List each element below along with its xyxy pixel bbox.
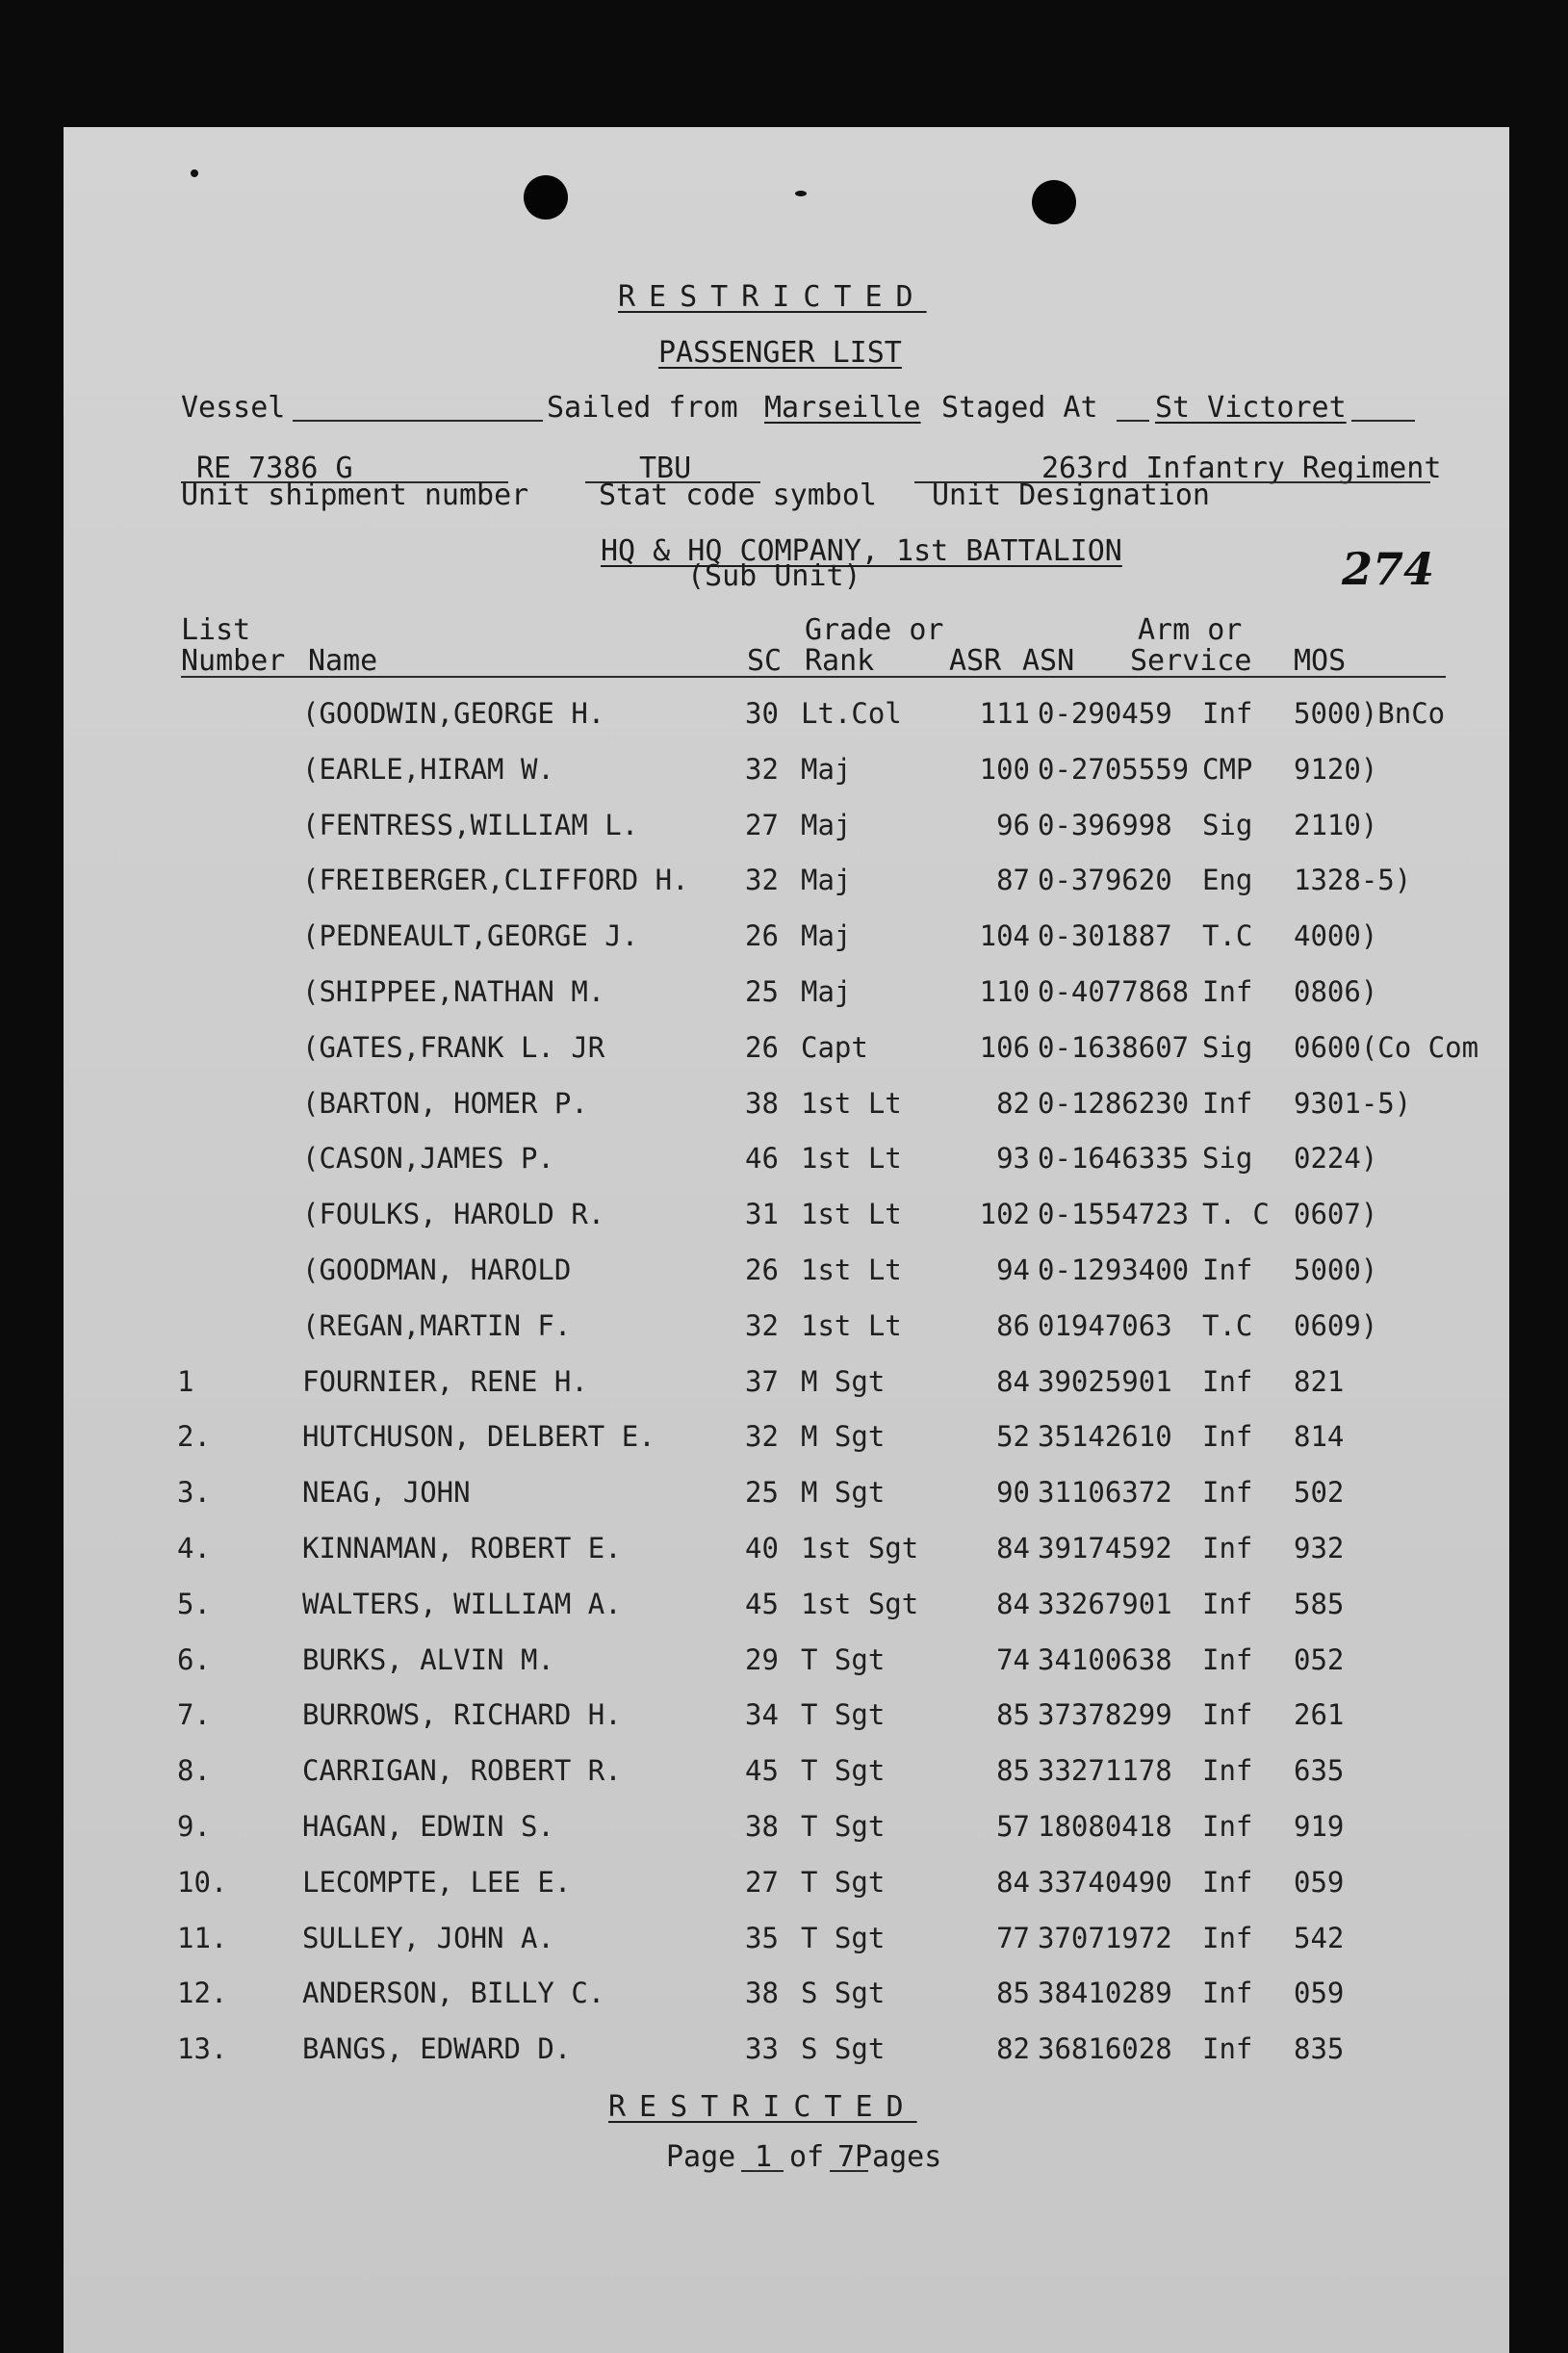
arm-service: Inf [1202,1921,1253,1954]
asr-value: 52 [996,1420,1030,1454]
mos-value: 2110) [1294,808,1378,841]
asn-value: 37071972 [1038,1921,1172,1954]
grade-rank: Maj [801,919,852,953]
grade-rank: 1st Lt [801,1254,902,1286]
asn-value: 0-379620 [1038,864,1172,897]
table-row [64,1142,1509,1180]
arm-service: T. C [1202,1198,1270,1231]
mos-value: 0806) [1294,975,1378,1008]
passenger-name: (CASON,JAMES P. [302,1142,554,1176]
arm-service: Inf [1202,1754,1253,1788]
grade-rank: T Sgt [801,1865,886,1899]
sub-unit-value: HQ & HQ COMPANY, 1st BATTALION [601,534,1122,568]
sc-value: 32 [745,864,779,897]
passenger-name: HAGAN, EDWIN S. [302,1810,554,1843]
asr-value: 84 [996,1364,1030,1398]
mos-value: 0600(Co Com [1294,1030,1479,1064]
sc-value: 31 [745,1198,779,1231]
list-number: 9. [177,1810,211,1843]
col-grade-label: Grade or [805,613,944,647]
asr-value: 110 [979,975,1030,1008]
grade-rank: Capt [801,1030,868,1064]
asn-value: 39174592 [1038,1532,1172,1564]
table-row [64,1365,1509,1404]
sailed-from-label: Sailed from [547,391,738,425]
arm-service: CMP [1202,752,1253,786]
asr-value: 106 [979,1030,1030,1064]
vessel-blank-line [293,420,543,422]
grade-rank: Maj [801,752,852,786]
table-row [64,1866,1509,1904]
mos-value: 9301-5) [1294,1086,1412,1120]
sc-value: 37 [745,1364,779,1398]
grade-rank: Maj [801,864,852,897]
passenger-name: (FREIBERGER,CLIFFORD H. [302,864,689,897]
sc-value: 32 [745,1420,779,1454]
col-service-label: Service [1130,644,1252,678]
unit-shipment-label: Unit shipment number [181,478,529,512]
arm-service: Inf [1202,1086,1253,1120]
asn-value: 01947063 [1038,1308,1172,1342]
mos-value: 835 [1294,2032,1345,2066]
passenger-name: (REGAN,MARTIN F. [302,1308,572,1342]
sub-unit-label: (Sub Unit) [687,559,861,593]
asr-value: 100 [979,752,1030,786]
asn-value: 0-4077868 [1038,975,1190,1008]
passenger-name: (BARTON, HOMER P. [302,1086,588,1120]
page-current: 1 [755,2140,773,2174]
table-row [64,1643,1509,1682]
arm-service: Eng [1202,864,1253,897]
passenger-name: FOURNIER, RENE H. [302,1364,588,1398]
asr-value: 87 [996,864,1030,897]
arm-service: Inf [1202,1698,1253,1732]
table-row [64,919,1509,958]
sc-value: 38 [745,1810,779,1843]
asr-value: 111 [979,697,1030,730]
list-number: 4. [177,1532,211,1564]
grade-rank: T Sgt [801,1698,886,1732]
sc-value: 26 [745,1030,779,1064]
punch-hole-right [1032,180,1076,224]
sc-value: 45 [745,1754,779,1788]
table-row [64,864,1509,902]
restricted-heading: RESTRICTED [618,280,927,314]
passenger-name: (EARLE,HIRAM W. [302,752,554,786]
table-row [64,1810,1509,1849]
table-row [64,1254,1509,1292]
sc-value: 46 [745,1142,779,1176]
asn-value: 0-1646335 [1038,1142,1190,1176]
passenger-name: HUTCHUSON, DELBERT E. [302,1420,655,1454]
mos-value: 919 [1294,1810,1345,1843]
grade-rank: 1st Lt [801,1086,902,1120]
passenger-name: BURKS, ALVIN M. [302,1642,554,1676]
arm-service: T.C [1202,1308,1253,1342]
asr-value: 74 [996,1642,1030,1676]
table-row [64,1087,1509,1125]
asr-value: 57 [996,1810,1030,1843]
asn-value: 35142610 [1038,1420,1172,1454]
mos-value: 5000) [1294,1254,1378,1286]
passenger-name: (GOODMAN, HAROLD [302,1254,572,1286]
asn-value: 0-1554723 [1038,1198,1190,1231]
grade-rank: Maj [801,808,852,841]
table-row [64,1922,1509,1960]
sc-value: 25 [745,1476,779,1510]
grade-rank: S Sgt [801,1977,886,2010]
list-number: 1 [177,1364,194,1398]
passenger-name: ANDERSON, BILLY C. [302,1977,605,2010]
passenger-name: KINNAMAN, ROBERT E. [302,1532,622,1564]
document-title: PASSENGER LIST [658,336,902,370]
grade-rank: T Sgt [801,1810,886,1843]
table-row [64,975,1509,1014]
sc-value: 27 [745,1865,779,1899]
asn-value: 38410289 [1038,1977,1172,2010]
table-row [64,1198,1509,1236]
mos-value: 0224) [1294,1142,1378,1176]
punch-hole-left [524,175,568,220]
asn-value: 31106372 [1038,1476,1172,1510]
table-row [64,1031,1509,1070]
passenger-name: BANGS, EDWARD D. [302,2032,572,2066]
asn-value: 33740490 [1038,1865,1172,1899]
speck-mark [795,191,807,196]
asr-value: 90 [996,1476,1030,1510]
page-suffix: Pages [855,2140,942,2174]
asn-value: 36816028 [1038,2032,1172,2066]
asn-value: 0-396998 [1038,808,1172,841]
asn-value: 18080418 [1038,1810,1172,1843]
mos-value: 542 [1294,1921,1345,1954]
asr-value: 84 [996,1587,1030,1620]
asr-value: 77 [996,1921,1030,1954]
document-page [64,127,1509,2353]
col-rank-label: Rank [805,644,875,678]
sailed-from-value: Marseille [764,391,921,425]
mos-value: 585 [1294,1587,1345,1620]
table-row [64,1309,1509,1348]
grade-rank: T Sgt [801,1754,886,1788]
stat-code-value: TBU [639,452,692,485]
passenger-name: WALTERS, WILLIAM A. [302,1587,622,1620]
asr-value: 86 [996,1308,1030,1342]
col-name-label: Name [308,644,378,678]
grade-rank: 1st Lt [801,1308,902,1342]
page-of: of [789,2140,825,2174]
arm-service: Sig [1202,808,1253,841]
asr-value: 94 [996,1254,1030,1286]
mos-value: 814 [1294,1420,1345,1454]
arm-service: Inf [1202,1532,1253,1564]
table-row [64,697,1509,736]
list-number: 7. [177,1698,211,1732]
mos-value: 052 [1294,1642,1345,1676]
arm-service: Inf [1202,1420,1253,1454]
staged-blank-line [1351,420,1415,422]
handwritten-page-number: 274 [1342,543,1435,595]
speck-mark [191,169,198,177]
list-number: 6. [177,1642,211,1676]
table-row [64,2032,1509,2071]
sc-value: 34 [745,1698,779,1732]
mos-value: 821 [1294,1364,1345,1398]
staged-at-label: Staged At [941,391,1098,425]
grade-rank: Lt.Col [801,697,902,730]
grade-rank: 1st Sgt [801,1532,919,1564]
passenger-name: BURROWS, RICHARD H. [302,1698,622,1732]
col-arm-label: Arm or [1138,613,1243,647]
col-asr-label: ASR [949,644,1002,678]
asr-value: 93 [996,1142,1030,1176]
arm-service: Inf [1202,697,1253,730]
asr-value: 85 [996,1754,1030,1788]
sc-value: 27 [745,808,779,841]
passenger-name: SULLEY, JOHN A. [302,1921,554,1954]
arm-service: Inf [1202,1476,1253,1510]
arm-service: T.C [1202,919,1253,953]
arm-service: Inf [1202,1977,1253,2010]
table-row [64,1420,1509,1459]
list-number: 5. [177,1587,211,1620]
list-number: 13. [177,2032,228,2066]
table-row [64,1476,1509,1514]
arm-service: Sig [1202,1030,1253,1064]
grade-rank: M Sgt [801,1364,886,1398]
table-row [64,1754,1509,1793]
arm-service: Sig [1202,1142,1253,1176]
asr-value: 85 [996,1698,1030,1732]
arm-service: Inf [1202,1642,1253,1676]
asr-value: 84 [996,1865,1030,1899]
col-sc-label: SC [747,644,783,678]
sc-value: 45 [745,1587,779,1620]
restricted-footer: RESTRICTED [608,2090,917,2124]
grade-rank: T Sgt [801,1921,886,1954]
asn-value: 37378299 [1038,1698,1172,1732]
asn-value: 0-2705559 [1038,752,1190,786]
mos-value: 0609) [1294,1308,1378,1342]
arm-service: Inf [1202,975,1253,1008]
grade-rank: 1st Lt [801,1142,902,1176]
arm-service: Inf [1202,2032,1253,2066]
sc-value: 32 [745,752,779,786]
page-total: 7 [837,2140,856,2174]
sc-value: 35 [745,1921,779,1954]
staged-blank-line [1117,420,1149,422]
mos-value: 0607) [1294,1198,1378,1231]
arm-service: Inf [1202,1587,1253,1620]
sc-value: 40 [745,1532,779,1564]
list-number: 3. [177,1476,211,1510]
asr-value: 104 [979,919,1030,953]
list-number: 8. [177,1754,211,1788]
vessel-label: Vessel [181,391,286,425]
unit-designation-value: 263rd Infantry Regiment [1041,452,1442,485]
passenger-name: (FENTRESS,WILLIAM L. [302,808,639,841]
asn-value: 0-1638607 [1038,1030,1190,1064]
passenger-name: (SHIPPEE,NATHAN M. [302,975,605,1008]
sc-value: 32 [745,1308,779,1342]
col-mos-label: MOS [1294,644,1347,678]
grade-rank: Maj [801,975,852,1008]
sc-value: 38 [745,1086,779,1120]
grade-rank: T Sgt [801,1642,886,1676]
asr-value: 84 [996,1532,1030,1564]
asn-value: 0-290459 [1038,697,1172,730]
asr-value: 85 [996,1977,1030,2010]
table-row [64,1977,1509,2015]
sc-value: 26 [745,919,779,953]
col-asn-label: ASN [1022,644,1075,678]
asr-value: 82 [996,1086,1030,1120]
arm-service: Inf [1202,1865,1253,1899]
arm-service: Inf [1202,1364,1253,1398]
sc-value: 29 [745,1642,779,1676]
asn-value: 34100638 [1038,1642,1172,1676]
asr-value: 102 [979,1198,1030,1231]
sc-value: 33 [745,2032,779,2066]
mos-value: 932 [1294,1532,1345,1564]
asn-value: 0-301887 [1038,919,1172,953]
mos-value: 059 [1294,1977,1345,2010]
asr-value: 82 [996,2032,1030,2066]
col-list-label: List [181,613,251,647]
mos-value: 059 [1294,1865,1345,1899]
arm-service: Inf [1202,1810,1253,1843]
sc-value: 25 [745,975,779,1008]
list-number: 12. [177,1977,228,2010]
list-number: 10. [177,1865,228,1899]
unit-designation-label: Unit Designation [932,478,1210,512]
passenger-name: (FOULKS, HAROLD R. [302,1198,605,1231]
asn-value: 39025901 [1038,1364,1172,1398]
table-row [64,1532,1509,1570]
asn-value: 0-1286230 [1038,1086,1190,1120]
page-prefix: Page [666,2140,736,2174]
grade-rank: M Sgt [801,1420,886,1454]
mos-value: 261 [1294,1698,1345,1732]
grade-rank: 1st Sgt [801,1587,919,1620]
grade-rank: M Sgt [801,1476,886,1510]
stat-code-label: Stat code symbol [599,478,877,512]
table-row [64,809,1509,847]
list-number: 11. [177,1921,228,1954]
mos-value: 502 [1294,1476,1345,1510]
asr-value: 96 [996,808,1030,841]
table-row [64,1698,1509,1737]
asn-value: 33271178 [1038,1754,1172,1788]
table-row [64,1588,1509,1626]
grade-rank: 1st Lt [801,1198,902,1231]
passenger-name: NEAG, JOHN [302,1476,471,1510]
mos-value: 5000)BnCo [1294,697,1446,730]
arm-service: Inf [1202,1254,1253,1286]
col-number-label: Number [181,644,286,678]
sc-value: 26 [745,1254,779,1286]
mos-value: 635 [1294,1754,1345,1788]
passenger-name: (GATES,FRANK L. JR [302,1030,605,1064]
asn-value: 0-1293400 [1038,1254,1190,1286]
staged-at-value: St Victoret [1155,391,1347,425]
grade-rank: S Sgt [801,2032,886,2066]
passenger-name: (GOODWIN,GEORGE H. [302,697,605,730]
mos-value: 1328-5) [1294,864,1412,897]
sc-value: 38 [745,1977,779,2010]
mos-value: 9120) [1294,752,1378,786]
sc-value: 30 [745,697,779,730]
list-number: 2. [177,1420,211,1454]
table-row [64,753,1509,791]
asn-value: 33267901 [1038,1587,1172,1620]
passenger-name: (PEDNEAULT,GEORGE J. [302,919,639,953]
header-underline [181,676,1446,678]
unit-shipment-value: RE 7386 G [196,452,353,485]
passenger-name: LECOMPTE, LEE E. [302,1865,572,1899]
mos-value: 4000) [1294,919,1378,953]
passenger-name: CARRIGAN, ROBERT R. [302,1754,622,1788]
